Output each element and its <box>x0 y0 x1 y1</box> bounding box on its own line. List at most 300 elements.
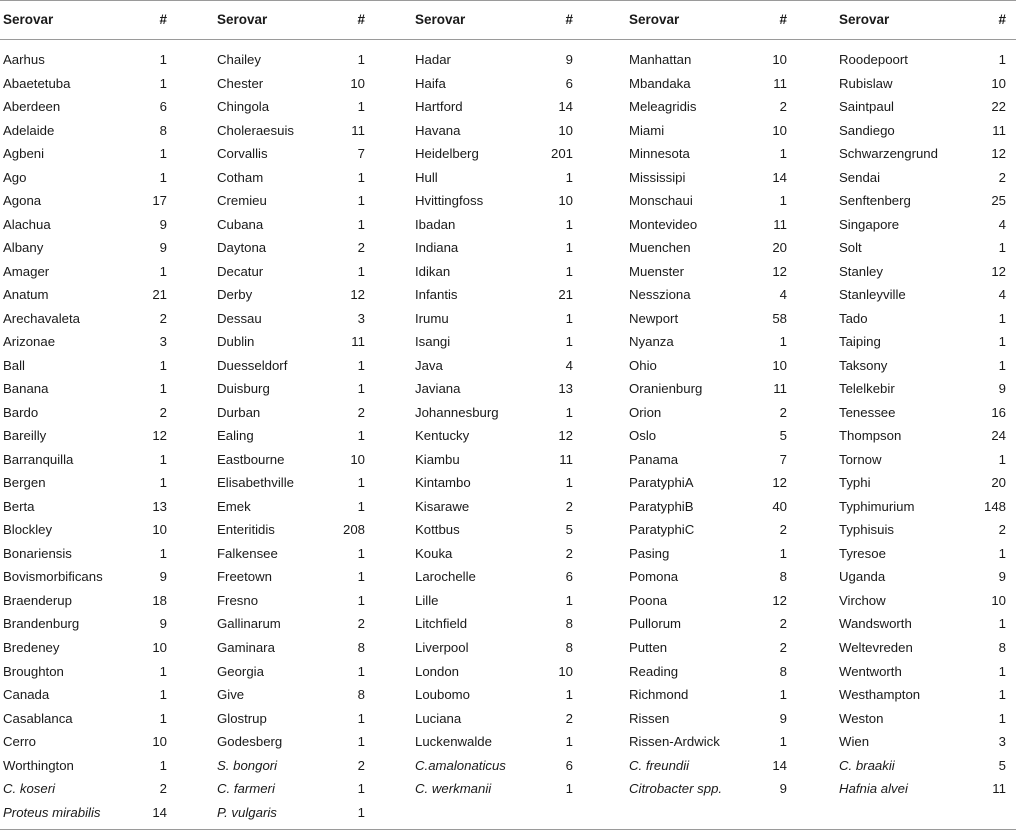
serovar-name: Albany <box>3 240 44 255</box>
serovar-name: Chailey <box>217 52 261 67</box>
serovar-count: 6 <box>159 99 167 114</box>
serovar-name: Java <box>415 358 443 373</box>
serovar-name: Arizonae <box>3 334 56 349</box>
serovar-count: 12 <box>991 264 1006 279</box>
serovar-count: 1 <box>565 687 573 702</box>
serovar-count: 20 <box>772 240 787 255</box>
serovar-count: 5 <box>998 758 1006 773</box>
serovar-count: 12 <box>772 264 787 279</box>
serovar-count: 6 <box>565 758 573 773</box>
serovar-count: 10 <box>558 193 573 208</box>
serovar-count: 9 <box>159 569 167 584</box>
serovar-name: Typhi <box>839 475 871 490</box>
serovar-name: Kisarawe <box>415 499 470 514</box>
serovar-name: Decatur <box>217 264 264 279</box>
serovar-name: Taiping <box>839 334 881 349</box>
serovar-name: Dublin <box>217 334 255 349</box>
serovar-name: Nessziona <box>629 287 691 302</box>
serovar-count: 1 <box>357 593 365 608</box>
serovar-count: 11 <box>773 76 787 91</box>
serovar-name: Indiana <box>415 240 459 255</box>
serovar-name: Wentworth <box>839 664 902 679</box>
serovar-count: 10 <box>772 123 787 138</box>
serovar-name: Poona <box>629 593 668 608</box>
serovar-name: Thompson <box>839 428 902 443</box>
serovar-count: 1 <box>159 687 167 702</box>
serovar-name: Bovismorbificans <box>3 569 103 584</box>
serovar-count: 1 <box>998 616 1006 631</box>
serovar-name: Panama <box>629 452 679 467</box>
serovar-name: Ealing <box>217 428 254 443</box>
serovar-name: Bredeney <box>3 640 60 655</box>
serovar-name: Haifa <box>415 76 446 91</box>
serovar-count: 7 <box>779 452 787 467</box>
serovar-count: 1 <box>998 334 1006 349</box>
serovar-count: 1 <box>565 170 573 185</box>
serovar-count: 24 <box>991 428 1006 443</box>
serovar-name: Duisburg <box>217 381 270 396</box>
serovar-name: Chingola <box>217 99 270 114</box>
serovar-count: 1 <box>998 711 1006 726</box>
serovar-count: 10 <box>558 123 573 138</box>
serovar-name: Cotham <box>217 170 264 185</box>
serovar-count: 1 <box>357 734 365 749</box>
serovar-name: Senftenberg <box>839 193 911 208</box>
serovar-name: Aarhus <box>3 52 45 67</box>
serovar-name: ParatyphiA <box>629 475 694 490</box>
serovar-name: Taksony <box>839 358 888 373</box>
serovar-count: 1 <box>357 52 365 67</box>
serovar-name: C. farmeri <box>217 781 275 796</box>
serovar-count: 5 <box>565 522 573 537</box>
serovar-name: Tado <box>839 311 868 326</box>
serovar-count: 8 <box>779 664 787 679</box>
serovar-name: Bonariensis <box>3 546 72 561</box>
serovar-name: Westhampton <box>839 687 921 702</box>
serovar-count: 2 <box>357 240 365 255</box>
serovar-name: Liverpool <box>415 640 469 655</box>
serovar-count: 2 <box>779 99 787 114</box>
serovar-count: 12 <box>558 428 573 443</box>
serovar-name: Eastbourne <box>217 452 285 467</box>
serovar-name: Kiambu <box>415 452 460 467</box>
serovar-count: 2 <box>159 781 167 796</box>
serovar-name: Isangi <box>415 334 451 349</box>
serovar-count: 1 <box>357 193 365 208</box>
serovar-name: Miami <box>629 123 665 138</box>
serovar-count: 1 <box>357 664 365 679</box>
serovar-name: Kouka <box>415 546 453 561</box>
serovar-name: Irumu <box>415 311 449 326</box>
serovar-count: 208 <box>342 522 365 537</box>
serovar-name: Uganda <box>839 569 886 584</box>
serovar-name: Kentucky <box>415 428 470 443</box>
serovar-name: Richmond <box>629 687 689 702</box>
serovar-name: Enteritidis <box>217 522 275 537</box>
serovar-count: 1 <box>357 711 365 726</box>
serovar-count: 11 <box>992 781 1006 796</box>
serovar-name: Barranquilla <box>3 452 74 467</box>
serovar-name: Anatum <box>3 287 49 302</box>
serovar-name: Amager <box>3 264 50 279</box>
serovar-count: 1 <box>998 311 1006 326</box>
serovar-count: 1 <box>357 546 365 561</box>
serovar-name: Banana <box>3 381 49 396</box>
serovar-name: Typhisuis <box>839 522 894 537</box>
header-count: # <box>779 12 787 27</box>
serovar-count: 1 <box>159 358 167 373</box>
serovar-name: Ago <box>3 170 27 185</box>
serovar-name: Pomona <box>629 569 679 584</box>
serovar-count: 1 <box>357 381 365 396</box>
serovar-count: 10 <box>152 640 167 655</box>
serovar-name: Ibadan <box>415 217 456 232</box>
serovar-count: 6 <box>565 76 573 91</box>
serovar-name: Derby <box>217 287 253 302</box>
serovar-count: 1 <box>357 217 365 232</box>
serovar-name: Ball <box>3 358 25 373</box>
serovar-count: 1 <box>565 311 573 326</box>
serovar-name: Casablanca <box>3 711 73 726</box>
serovar-name: Emek <box>217 499 251 514</box>
serovar-count: 10 <box>991 76 1006 91</box>
serovar-name: Georgia <box>217 664 264 679</box>
serovar-name: Oslo <box>629 428 657 443</box>
serovar-name: Braenderup <box>3 593 72 608</box>
serovar-count: 1 <box>565 405 573 420</box>
serovar-count: 1 <box>159 452 167 467</box>
serovar-name: Mississipi <box>629 170 686 185</box>
serovar-count: 58 <box>772 311 787 326</box>
serovar-name: C. werkmanii <box>415 781 492 796</box>
serovar-count: 1 <box>998 687 1006 702</box>
serovar-count: 3 <box>998 734 1006 749</box>
serovar-count: 12 <box>772 475 787 490</box>
serovar-name: Freetown <box>217 569 272 584</box>
serovar-count: 11 <box>773 381 787 396</box>
serovar-count: 10 <box>558 664 573 679</box>
serovar-name: Dessau <box>217 311 262 326</box>
serovar-count: 6 <box>565 569 573 584</box>
serovar-name: Virchow <box>839 593 886 608</box>
serovar-name: Lille <box>415 593 439 608</box>
serovar-name: Johannesburg <box>415 405 499 420</box>
serovar-count: 17 <box>152 193 167 208</box>
serovar-name: Choleraesuis <box>217 123 294 138</box>
serovar-name: Oranienburg <box>629 381 703 396</box>
serovar-count: 2 <box>565 546 573 561</box>
serovar-count: 1 <box>998 240 1006 255</box>
serovar-count: 13 <box>152 499 167 514</box>
serovar-count: 1 <box>998 358 1006 373</box>
serovar-count: 9 <box>565 52 573 67</box>
serovar-name: Larochelle <box>415 569 476 584</box>
serovar-count: 1 <box>357 264 365 279</box>
serovar-count: 4 <box>565 358 573 373</box>
serovar-name: Nyanza <box>629 334 674 349</box>
serovar-count: 1 <box>565 240 573 255</box>
serovar-count: 25 <box>991 193 1006 208</box>
serovar-name: Sendai <box>839 170 881 185</box>
serovar-name: Muenster <box>629 264 684 279</box>
serovar-name: Hvittingfoss <box>415 193 484 208</box>
serovar-name: Hartford <box>415 99 463 114</box>
serovar-name: Havana <box>415 123 461 138</box>
serovar-count: 10 <box>772 358 787 373</box>
serovar-name: Solt <box>839 240 862 255</box>
serovar-count: 4 <box>998 287 1006 302</box>
serovar-count: 3 <box>159 334 167 349</box>
serovar-name: ParatyphiB <box>629 499 694 514</box>
serovar-name: Bergen <box>3 475 46 490</box>
serovar-name: Meleagridis <box>629 99 697 114</box>
serovar-count: 1 <box>779 546 787 561</box>
serovar-count: 1 <box>159 76 167 91</box>
serovar-name: Weltevreden <box>839 640 913 655</box>
serovar-count: 1 <box>565 781 573 796</box>
serovar-count: 2 <box>779 522 787 537</box>
serovar-name: Hull <box>415 170 438 185</box>
serovar-name: Rubislaw <box>839 76 893 91</box>
serovar-name: Idikan <box>415 264 451 279</box>
serovar-name: Abaetetuba <box>3 76 71 91</box>
serovar-name: Wien <box>839 734 870 749</box>
serovar-name: Worthington <box>3 758 74 773</box>
serovar-count: 5 <box>779 428 787 443</box>
serovar-name: Daytona <box>217 240 267 255</box>
serovar-name: Orion <box>629 405 662 420</box>
serovar-count: 16 <box>991 405 1006 420</box>
serovar-count: 8 <box>357 640 365 655</box>
serovar-count: 12 <box>152 428 167 443</box>
serovar-name: Telelkebir <box>839 381 895 396</box>
serovar-count: 2 <box>998 170 1006 185</box>
serovar-count: 8 <box>357 687 365 702</box>
serovar-name: ParatyphiC <box>629 522 695 537</box>
serovar-name: Bardo <box>3 405 39 420</box>
serovar-name: Minnesota <box>629 146 690 161</box>
header-serovar: Serovar <box>415 12 466 27</box>
serovar-count: 2 <box>357 616 365 631</box>
serovar-name: Weston <box>839 711 884 726</box>
serovar-name: Glostrup <box>217 711 267 726</box>
serovar-name: Gallinarum <box>217 616 281 631</box>
serovar-count: 4 <box>998 217 1006 232</box>
serovar-count: 11 <box>351 123 365 138</box>
serovar-name: Reading <box>629 664 679 679</box>
serovar-count: 1 <box>779 146 787 161</box>
serovar-name: Wandsworth <box>839 616 912 631</box>
serovar-name: Citrobacter spp. <box>629 781 723 796</box>
header-count: # <box>998 12 1006 27</box>
serovar-count: 20 <box>991 475 1006 490</box>
serovar-count: 9 <box>779 781 787 796</box>
header-count: # <box>357 12 365 27</box>
serovar-name: Godesberg <box>217 734 283 749</box>
serovar-count: 14 <box>772 170 787 185</box>
serovar-name: Saintpaul <box>839 99 894 114</box>
serovar-name: C.amalonaticus <box>415 758 506 773</box>
serovar-name: Rissen <box>629 711 670 726</box>
serovar-name: Gaminara <box>217 640 275 655</box>
serovar-name: Muenchen <box>629 240 691 255</box>
serovar-name: Proteus mirabilis <box>3 805 101 820</box>
serovar-count: 9 <box>159 240 167 255</box>
serovar-count: 1 <box>565 734 573 749</box>
serovar-name: S. bongori <box>217 758 278 773</box>
serovar-count: 1 <box>159 711 167 726</box>
serovar-count: 1 <box>357 428 365 443</box>
serovar-count: 1 <box>159 146 167 161</box>
serovar-count: 9 <box>159 217 167 232</box>
serovar-name: Rissen-Ardwick <box>629 734 720 749</box>
serovar-name: Hafnia alvei <box>839 781 908 796</box>
serovar-count: 12 <box>991 146 1006 161</box>
serovar-name: Loubomo <box>415 687 470 702</box>
serovar-count: 1 <box>779 334 787 349</box>
serovar-count: 1 <box>565 217 573 232</box>
serovar-name: Fresno <box>217 593 259 608</box>
serovar-count: 1 <box>779 687 787 702</box>
serovar-count: 9 <box>998 381 1006 396</box>
header-serovar: Serovar <box>839 12 890 27</box>
serovar-name: Stanleyville <box>839 287 906 302</box>
serovar-count: 1 <box>779 734 787 749</box>
serovar-name: Adelaide <box>3 123 55 138</box>
header-count: # <box>159 12 167 27</box>
serovar-count: 1 <box>159 664 167 679</box>
table-bottom-rule <box>0 829 1016 830</box>
serovar-count: 14 <box>772 758 787 773</box>
serovar-count: 11 <box>351 334 365 349</box>
serovar-name: Durban <box>217 405 261 420</box>
serovar-name: P. vulgaris <box>217 805 277 820</box>
serovar-name: Agona <box>3 193 42 208</box>
serovar-name: Kottbus <box>415 522 460 537</box>
serovar-count: 2 <box>779 640 787 655</box>
serovar-count: 1 <box>357 475 365 490</box>
serovar-count: 8 <box>998 640 1006 655</box>
serovar-count: 1 <box>159 170 167 185</box>
serovar-count: 21 <box>152 287 167 302</box>
table-top-rule <box>0 0 1016 1</box>
serovar-count: 1 <box>565 334 573 349</box>
serovar-count: 1 <box>357 499 365 514</box>
serovar-count: 1 <box>779 193 787 208</box>
serovar-count: 1 <box>998 546 1006 561</box>
serovar-name: Schwarzengrund <box>839 146 938 161</box>
serovar-count: 14 <box>152 805 167 820</box>
serovar-count: 12 <box>772 593 787 608</box>
serovar-name: C. braakii <box>839 758 895 773</box>
serovar-count: 1 <box>357 805 365 820</box>
serovar-count: 2 <box>565 711 573 726</box>
serovar-count: 9 <box>779 711 787 726</box>
serovar-name: Aberdeen <box>3 99 61 114</box>
header-rule <box>0 39 1016 40</box>
serovar-count: 11 <box>559 452 573 467</box>
serovar-count: 2 <box>779 405 787 420</box>
serovar-name: Arechavaleta <box>3 311 80 326</box>
serovar-count: 8 <box>565 616 573 631</box>
serovar-name: Tornow <box>839 452 882 467</box>
serovar-name: Elisabethville <box>217 475 294 490</box>
serovar-count: 1 <box>565 593 573 608</box>
serovar-name: Cremieu <box>217 193 267 208</box>
serovar-count: 10 <box>152 522 167 537</box>
serovar-count: 1 <box>159 475 167 490</box>
header-count: # <box>565 12 573 27</box>
serovar-count: 1 <box>357 358 365 373</box>
serovar-name: Luckenwalde <box>415 734 492 749</box>
serovar-name: Hadar <box>415 52 451 67</box>
serovar-name: Tyresoe <box>839 546 886 561</box>
header-serovar: Serovar <box>629 12 680 27</box>
serovar-count: 1 <box>357 99 365 114</box>
serovar-name: Stanley <box>839 264 883 279</box>
serovar-name: Heidelberg <box>415 146 479 161</box>
serovar-count: 10 <box>350 76 365 91</box>
serovar-name: Tenessee <box>839 405 896 420</box>
serovar-name: London <box>415 664 460 679</box>
serovar-name: Chester <box>217 76 264 91</box>
serovar-count: 2 <box>357 758 365 773</box>
serovar-name: Bareilly <box>3 428 47 443</box>
serovar-name: C. koseri <box>3 781 56 796</box>
serovar-count: 1 <box>565 264 573 279</box>
serovar-name: Putten <box>629 640 668 655</box>
serovar-name: Ohio <box>629 358 657 373</box>
serovar-count: 12 <box>350 287 365 302</box>
serovar-count: 2 <box>159 311 167 326</box>
serovar-count: 14 <box>558 99 573 114</box>
serovar-name: Pullorum <box>629 616 682 631</box>
serovar-name: Canada <box>3 687 50 702</box>
serovar-name: Newport <box>629 311 679 326</box>
serovar-count: 1 <box>998 452 1006 467</box>
serovar-count: 11 <box>992 123 1006 138</box>
serovar-count: 9 <box>159 616 167 631</box>
serovar-name: Javiana <box>415 381 461 396</box>
serovar-name: Manhattan <box>629 52 692 67</box>
serovar-name: Give <box>217 687 245 702</box>
serovar-name: Alachua <box>3 217 51 232</box>
serovar-count: 8 <box>779 569 787 584</box>
serovar-count: 1 <box>159 264 167 279</box>
serovar-count: 201 <box>550 146 573 161</box>
serovar-count: 11 <box>773 217 787 232</box>
serovar-count: 4 <box>779 287 787 302</box>
serovar-name: Luciana <box>415 711 462 726</box>
serovar-name: Pasing <box>629 546 670 561</box>
serovar-name: Cubana <box>217 217 264 232</box>
serovar-count: 18 <box>152 593 167 608</box>
serovar-name: Singapore <box>839 217 900 232</box>
serovar-count: 7 <box>357 146 365 161</box>
header-serovar: Serovar <box>217 12 268 27</box>
serovar-count: 8 <box>565 640 573 655</box>
serovar-name: Infantis <box>415 287 458 302</box>
serovar-name: Roodepoort <box>839 52 908 67</box>
serovar-count: 22 <box>991 99 1006 114</box>
serovar-name: Duesseldorf <box>217 358 288 373</box>
serovar-count: 148 <box>983 499 1006 514</box>
serovar-name: Corvallis <box>217 146 268 161</box>
serovar-count: 1 <box>357 569 365 584</box>
serovar-count: 1 <box>357 781 365 796</box>
serovar-count: 3 <box>357 311 365 326</box>
serovar-count: 1 <box>159 52 167 67</box>
